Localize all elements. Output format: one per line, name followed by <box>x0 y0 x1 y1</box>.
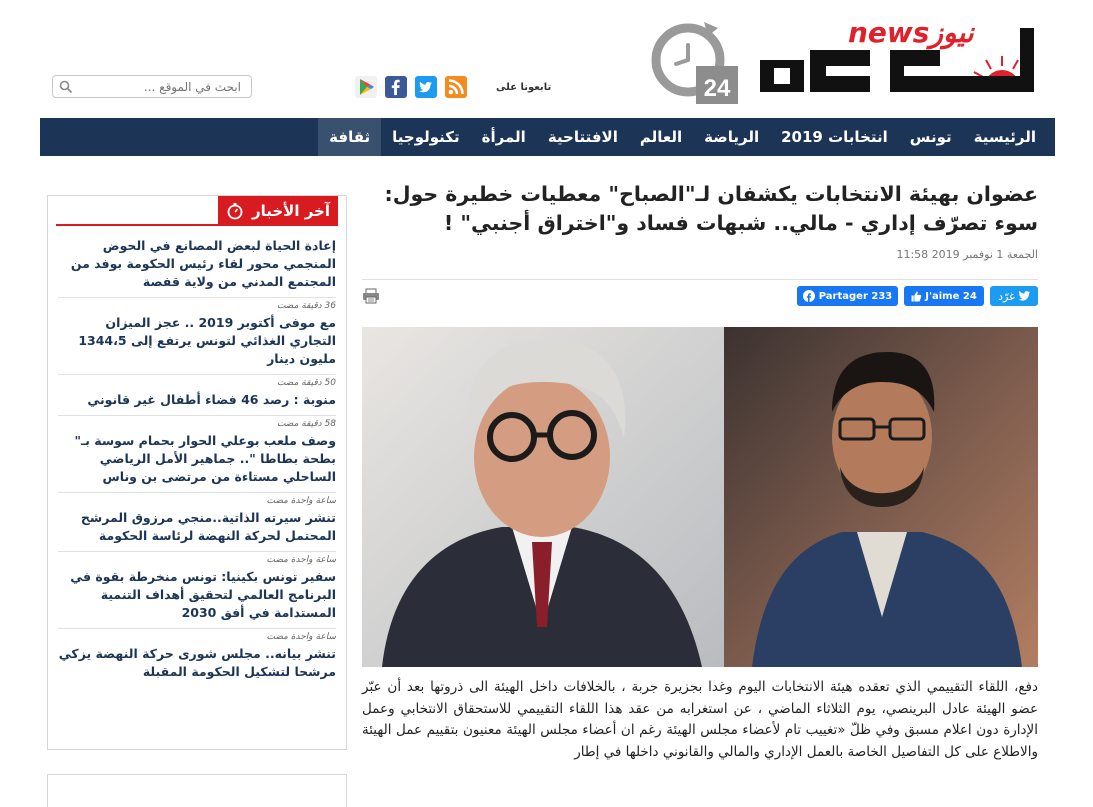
svg-text:24: 24 <box>703 75 731 102</box>
news-title[interactable]: تنشر بيانه.. مجلس شورى حركة النهضة يزكي مرشحا لتشكيل الحكومة المقبلة <box>58 646 336 679</box>
facebook-icon[interactable] <box>385 76 407 98</box>
list-item[interactable] <box>58 416 336 493</box>
search-icon[interactable] <box>53 76 79 97</box>
latest-news-header <box>218 196 338 226</box>
list-item[interactable] <box>58 234 336 298</box>
list-item[interactable] <box>58 552 336 629</box>
news-title[interactable]: مع موفى أكتوبر 2019 .. عجز الميزان التجاري الغذائي لتونس يرتفع إلى 1344،5 مليون دينار <box>78 315 336 366</box>
news-title[interactable]: منوبة : رصد 46 فضاء أطفال غير قانوني <box>87 392 336 407</box>
news-time: 58 دقيقة مضت <box>276 419 336 429</box>
nav-item-elections-2019[interactable]: انتخابات 2019 <box>781 128 888 146</box>
news-time: ساعة واحدة مضت <box>266 555 336 565</box>
tweet-label: غرّد <box>998 289 1015 303</box>
share-bar <box>797 286 1038 306</box>
share-count-label: Partager 233 <box>818 290 893 302</box>
like-count-label: J'aime 24 <box>925 290 977 302</box>
list-item[interactable] <box>58 629 336 687</box>
main-nav <box>40 118 1055 156</box>
nav-item-technology[interactable]: تكنولوجيا <box>392 128 460 146</box>
facebook-icon <box>803 290 815 302</box>
article <box>362 180 1038 760</box>
site-logo[interactable] <box>648 10 1040 106</box>
print-icon[interactable] <box>362 288 380 304</box>
facebook-share-button[interactable] <box>797 286 898 306</box>
divider <box>362 279 1038 280</box>
nav-item-home[interactable]: الرئيسية <box>973 128 1036 146</box>
facebook-like-button[interactable] <box>904 286 984 306</box>
news-title[interactable]: سفير تونس بكينيا: تونس منخرطة بقوة في البرنامج العالمي لتحقيق أهداف التنمية المستدامة في أفق 2030 <box>70 569 336 620</box>
twitter-icon[interactable] <box>415 76 437 98</box>
header-underline <box>56 224 338 226</box>
article-date-time: 11:58 <box>896 248 929 261</box>
news-title[interactable]: وصف ملعب بوعلي الحوار بحمام سوسة بـ" بطحة بطاطا ".. جماهير الأمل الرياضي الساحلي مستاءة من مرتضى بن وناس <box>74 433 336 484</box>
nav-item-world[interactable]: العالم <box>639 128 683 146</box>
article-photo <box>362 327 1038 667</box>
article-date-day: الجمعة 1 نوفمبر 2019 <box>931 248 1038 261</box>
google-play-icon[interactable] <box>355 76 377 98</box>
secondary-panel <box>47 774 347 807</box>
news-time: 36 دقيقة مضت <box>276 301 336 311</box>
thumbs-up-icon <box>911 291 922 302</box>
nav-item-sports[interactable]: الرياضة <box>704 128 760 146</box>
stopwatch-icon <box>226 202 244 220</box>
news-time: ساعة واحدة مضت <box>266 496 336 506</box>
news-wordmark: newsنيوز <box>848 16 974 49</box>
article-date <box>362 248 1038 261</box>
clock-24-icon <box>648 14 740 106</box>
news-time: 50 دقيقة مضت <box>276 378 336 388</box>
nav-item-culture[interactable]: ثقافة <box>318 118 381 156</box>
list-item[interactable] <box>58 493 336 552</box>
site-header <box>0 0 1093 118</box>
nav-item-tunisia[interactable]: تونس <box>909 128 952 146</box>
latest-news-panel <box>47 195 347 750</box>
latest-news-list <box>58 234 336 687</box>
news-title[interactable]: تنشر سيرته الذاتية..منجي مرزوق المرشح المحتمل لحركة النهضة لرئاسة الحكومة <box>80 510 336 543</box>
latest-news-title: آخر الأخبار <box>251 202 330 220</box>
nav-item-women[interactable]: المرأة <box>481 128 526 146</box>
nav-item-editorial[interactable]: الافتتاحية <box>547 128 618 146</box>
tweet-button[interactable] <box>990 286 1038 306</box>
article-headline: عضوان بهيئة الانتخابات يكشفان لـ"الصباح" معطيات خطيرة حول: سوء تصرّف إداري - مالي.. شبهات فساد و"اختراق أجنبي" ! <box>384 182 1038 235</box>
search-box <box>52 75 252 98</box>
article-body: دفع، اللقاء التقييمي الذي تعقده هيئة الانتخابات اليوم وغدا بجزيرة جربة ، بالخلافات داخل الهيئة الى ذروتها بعد أن عبّر عضو الهيئة عادل البرينصي، يوم الثلاثاء الماضي ، عن استغرابه من عقد هذا اللقاء التقييمي للاستحقاق الانتخابي وعمل الإدارة دون اعلام مسبق وفي ظلّ «تغييب تام لأعضاء مجلس الهيئة رغم ان أعضاء مجلس الهيئة معنيون بتقييم عمل الهيئة والاطلاع على كل التفاصيل الخاصة بالعمل الإداري والمالي والقانوني داخلها في إطار <box>362 679 1038 760</box>
rss-icon[interactable] <box>445 76 467 98</box>
news-time: ساعة واحدة مضت <box>266 632 336 642</box>
list-item[interactable] <box>58 298 336 375</box>
news-title[interactable]: إعادة الحياة لبعض المصانع في الحوض المنجمي محور لقاء رئيس الحكومة بوفد من المجتمع المدني من ولاية قفصة <box>70 238 336 289</box>
twitter-icon <box>1018 291 1030 301</box>
list-item[interactable] <box>58 375 336 416</box>
search-input[interactable] <box>79 76 249 97</box>
follow-us-label: تابعونا على <box>496 82 552 93</box>
